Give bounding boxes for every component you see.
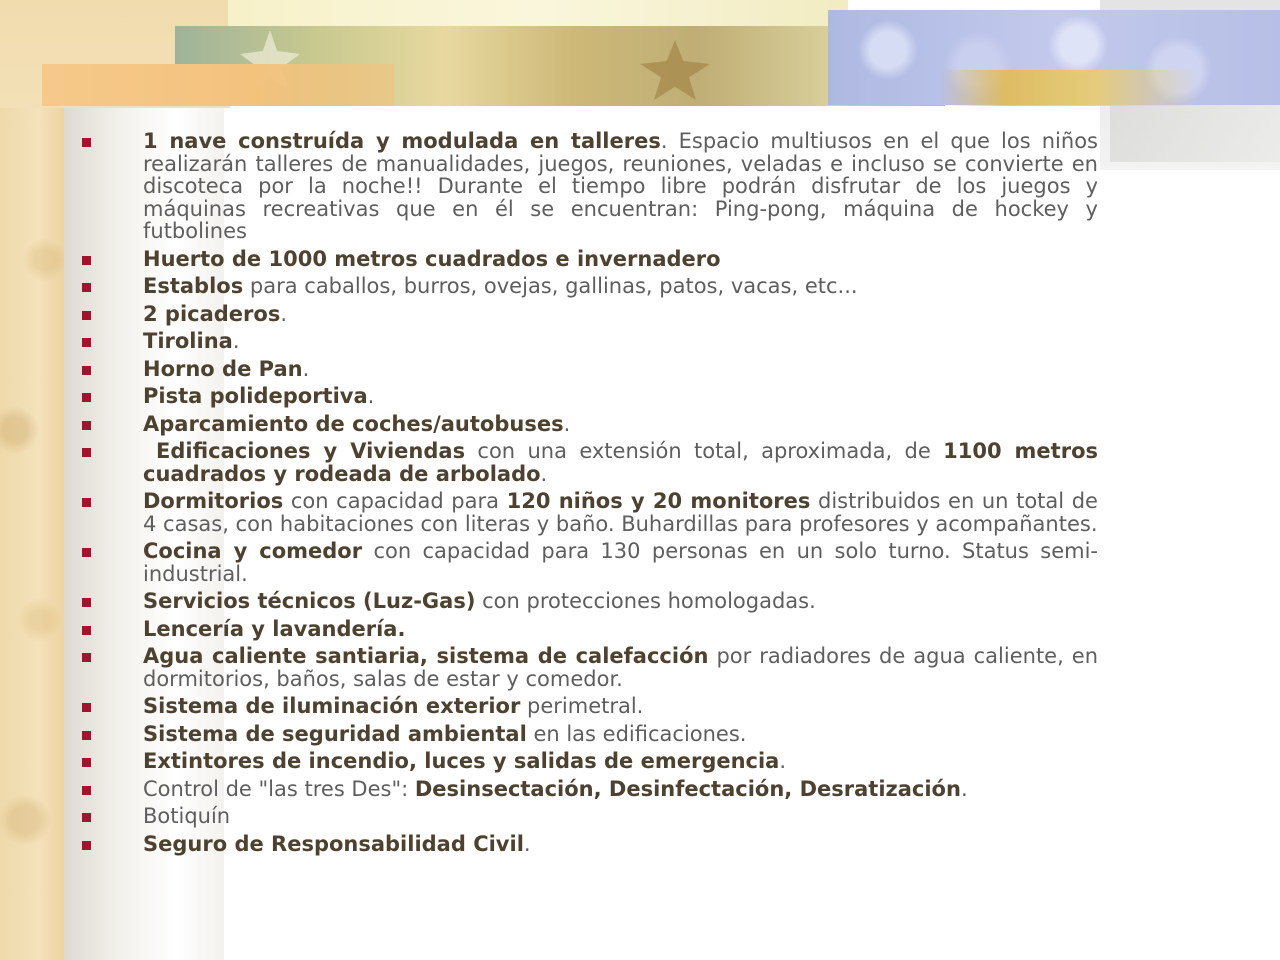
square-bullet-icon [82,598,91,607]
item-text-2: . [540,461,548,486]
square-bullet-icon [82,448,91,457]
square-bullet-icon [82,311,91,320]
square-bullet-icon [82,626,91,635]
list-item [72,440,1098,485]
item-text: con protecciones homologadas. [475,589,816,613]
list-item [72,330,1098,353]
item-bold-text: Cocina y comedor [143,539,363,563]
item-bold-text: Agua caliente santiaria, sistema de calefacción [143,644,709,668]
list-item [72,130,1098,243]
list-item [72,358,1098,381]
item-bold-text: Sistema de iluminación exterior [143,694,521,718]
list-item [72,833,1098,856]
square-bullet-icon [82,653,91,662]
list-item [72,275,1098,298]
list-item [72,805,1098,828]
list-item [72,413,1098,436]
wheat-decoration [940,70,1200,106]
square-bullet-icon [82,758,91,767]
item-bold-text: Edificaciones y Viviendas [143,439,466,463]
square-bullet-icon [82,786,91,795]
list-item [72,778,1098,801]
item-text: . [960,776,968,801]
square-bullet-icon [82,393,91,402]
square-bullet-icon [82,138,91,147]
item-text: con capacidad para [283,489,507,513]
square-bullet-icon [82,548,91,557]
list-item [72,750,1098,773]
item-bold-text: 1 nave construída y modulada en talleres [143,129,661,153]
item-bold-text-2: 120 niños y 20 monitores [506,489,811,513]
item-text-2: distribuidos en un total de 4 casas, con habitaciones con literas y baño. Buhardillas para profesores y acompañantes. [143,489,1098,536]
list-item [72,385,1098,408]
item-text: . [280,301,288,326]
item-text: por radiadores de agua caliente, en dormitorios, baños, salas de estar y comedor. [143,644,1099,691]
list-item [72,645,1098,690]
item-text: . [367,384,375,408]
list-item [72,590,1098,613]
item-bold-text: Desinsectación, Desinfectación, Desratización [414,776,961,801]
item-bold-text: Aparcamiento de coches/autobuses [143,411,564,436]
item-bold-text: Seguro de Responsabilidad Civil [143,831,524,856]
item-bold-text: Lencería y lavandería. [143,616,406,641]
item-text: . [232,329,240,353]
slide-content [72,130,1098,860]
square-bullet-icon [82,283,91,292]
feature-list [72,130,1098,855]
list-item [72,490,1098,535]
orange-accent-bar [42,64,394,106]
square-bullet-icon [82,703,91,712]
list-item [72,248,1098,271]
list-item [72,723,1098,746]
item-text: . [563,411,571,436]
parchment-texture [0,0,64,960]
item-text: con una extensión total, aproximada, de [465,439,944,463]
item-text: para caballos, burros, ovejas, gallinas, patos, vacas, etc... [243,274,858,298]
item-text: con capacidad para 130 personas en un solo turno. Status semi-industrial. [143,539,1099,586]
square-bullet-icon [82,498,91,507]
square-bullet-icon [82,731,91,740]
item-text: . [302,356,310,381]
square-bullet-icon [82,366,91,375]
square-bullet-icon [82,256,91,265]
item-bold-text: Establos [143,274,244,298]
item-bold-text: Servicios técnicos (Luz-Gas) [143,589,476,613]
item-bold-text: Extintores de incendio, luces y salidas de emergencia [143,749,780,773]
item-bold-text: Pista polideportiva [143,384,368,408]
square-bullet-icon [82,841,91,850]
item-bold-text: Dormitorios [143,489,284,513]
header-light-band [228,0,848,28]
item-text-lead: Control de "las tres Des": [143,776,415,801]
item-text-lead: Botiquín [143,804,231,828]
item-bold-text: Sistema de seguridad ambiental [143,721,527,746]
item-bold-text: 2 picaderos [143,301,281,326]
item-bold-text: Tirolina [143,329,233,353]
item-text: perimetral. [520,694,644,718]
item-text: . Espacio multiusos en el que los niños realizarán talleres de manualidades, juegos, reuniones, veladas e incluso se convierte en discoteca por la noche!! Durante el tiempo libre podrán disfrutar de los juegos y máquinas recreativas que en él se encuentran: Ping-pong, máquina de hockey y futbolines [143,129,1098,243]
item-bold-text-2: 1100 metros cuadrados y rodeada de arbolado [143,439,1098,486]
item-text: . [523,831,531,856]
list-item [72,303,1098,326]
list-item [72,618,1098,641]
square-bullet-icon [82,421,91,430]
item-text: . [779,749,787,773]
list-item [72,695,1098,718]
item-bold-text: Horno de Pan [143,356,303,381]
list-item [72,540,1098,585]
item-bold-text: Huerto de 1000 metros cuadrados e invernadero [143,246,721,271]
square-bullet-icon [82,338,91,347]
square-bullet-icon [82,813,91,822]
item-text: en las edificaciones. [526,721,747,746]
